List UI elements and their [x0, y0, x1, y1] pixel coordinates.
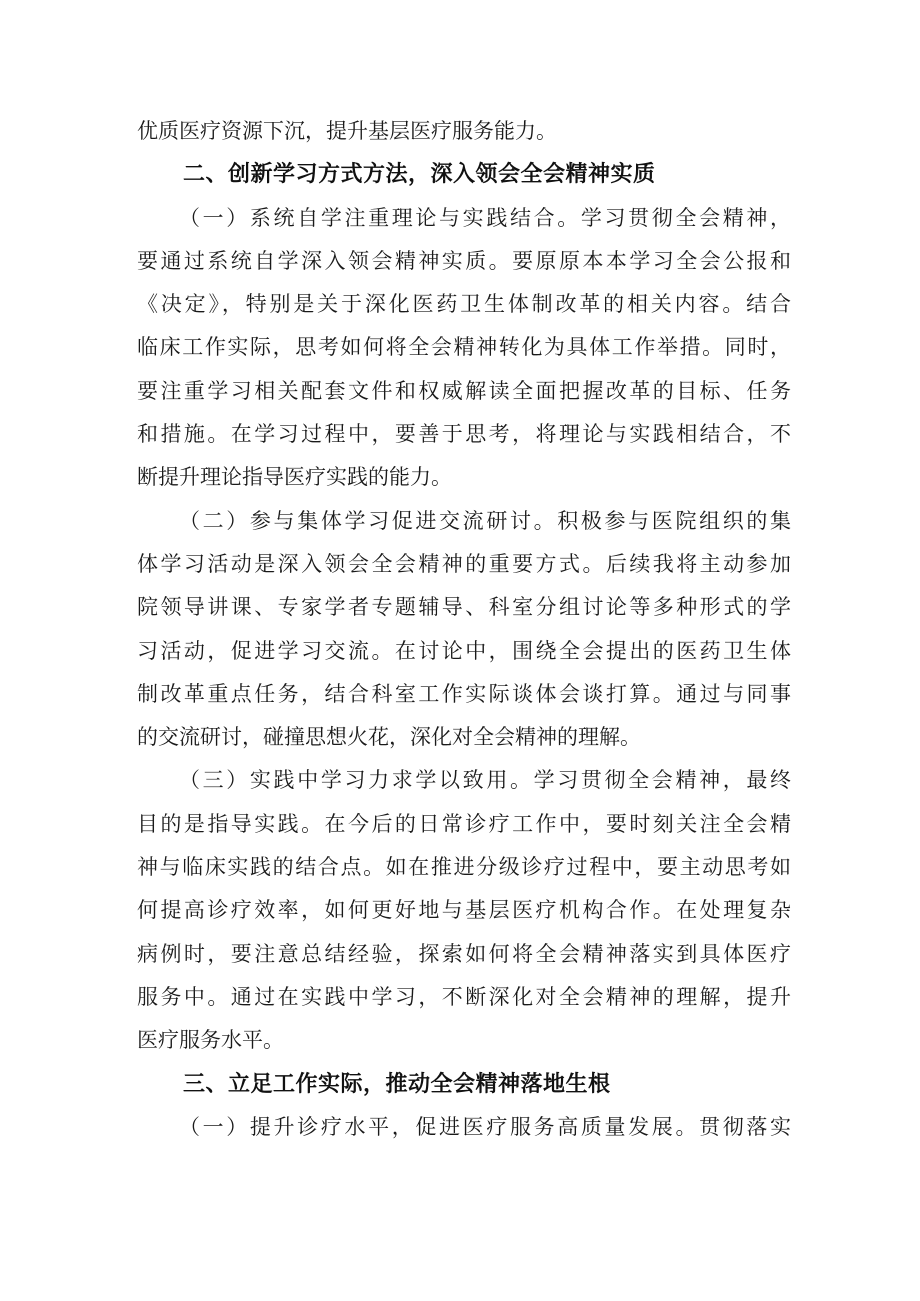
text-line: 目的是指导实践。在今后的日常诊疗工作中，要时刻关注全会精	[137, 811, 791, 836]
text-line: （一）提升诊疗水平，促进医疗服务高质量发展。贯彻落实	[179, 1114, 791, 1139]
text-line: 习活动，促进学习交流。在讨论中，围绕全会提出的医药卫生体	[137, 638, 791, 663]
text-line: 优质医疗资源下沉，提升基层医疗服务能力。	[137, 119, 557, 143]
text-line: （二）参与集体学习促进交流研讨。积极参与医院组织的集	[179, 508, 791, 533]
section-heading-2: 二、创新学习方式方法，深入领会全会精神实质	[183, 162, 656, 188]
text-line: 服务中。通过在实践中学习，不断深化对全会精神的理解，提升	[137, 984, 791, 1009]
text-line: 神与临床实践的结合点。如在推进分级诊疗过程中，要主动思考如	[137, 855, 791, 880]
text-line: 何提高诊疗效率，如何更好地与基层医疗机构合作。在处理复杂	[137, 898, 791, 923]
text-line: 医疗服务水平。	[137, 1028, 284, 1053]
text-line: 制改革重点任务，结合科室工作实际谈体会谈打算。通过与同事	[137, 681, 791, 706]
section-heading-3: 三、立足工作实际，推动全会精神落地生根	[183, 1071, 611, 1097]
text-line: （一）系统自学注重理论与实践结合。学习贯彻全会精神，	[179, 205, 791, 230]
text-line: 和措施。在学习过程中，要善于思考，将理论与实践相结合，不	[137, 422, 791, 447]
text-line: 要通过系统自学深入领会精神实质。要原原本本学习全会公报和	[137, 248, 791, 273]
document-body	[137, 110, 791, 1149]
text-line: 断提升理论指导医疗实践的能力。	[137, 465, 452, 490]
text-line: 的交流研讨，碰撞思想火花，深化对全会精神的理解。	[137, 725, 641, 750]
text-line: （三）实践中学习力求学以致用。学习贯彻全会精神，最终	[179, 768, 791, 793]
text-line: 院领导讲课、专家学者专题辅导、科室分组讨论等多种形式的学	[137, 595, 791, 620]
text-line: 《决定》，特别是关于深化医药卫生体制改革的相关内容。结合	[137, 292, 791, 317]
text-line: 体学习活动是深入领会全会精神的重要方式。后续我将主动参加	[137, 551, 791, 576]
text-line: 临床工作实际，思考如何将全会精神转化为具体工作举措。同时，	[137, 335, 791, 360]
text-line: 要注重学习相关配套文件和权威解读全面把握改革的目标、任务	[137, 378, 791, 403]
text-line: 病例时，要注意总结经验，探索如何将全会精神落实到具体医疗	[137, 941, 791, 966]
